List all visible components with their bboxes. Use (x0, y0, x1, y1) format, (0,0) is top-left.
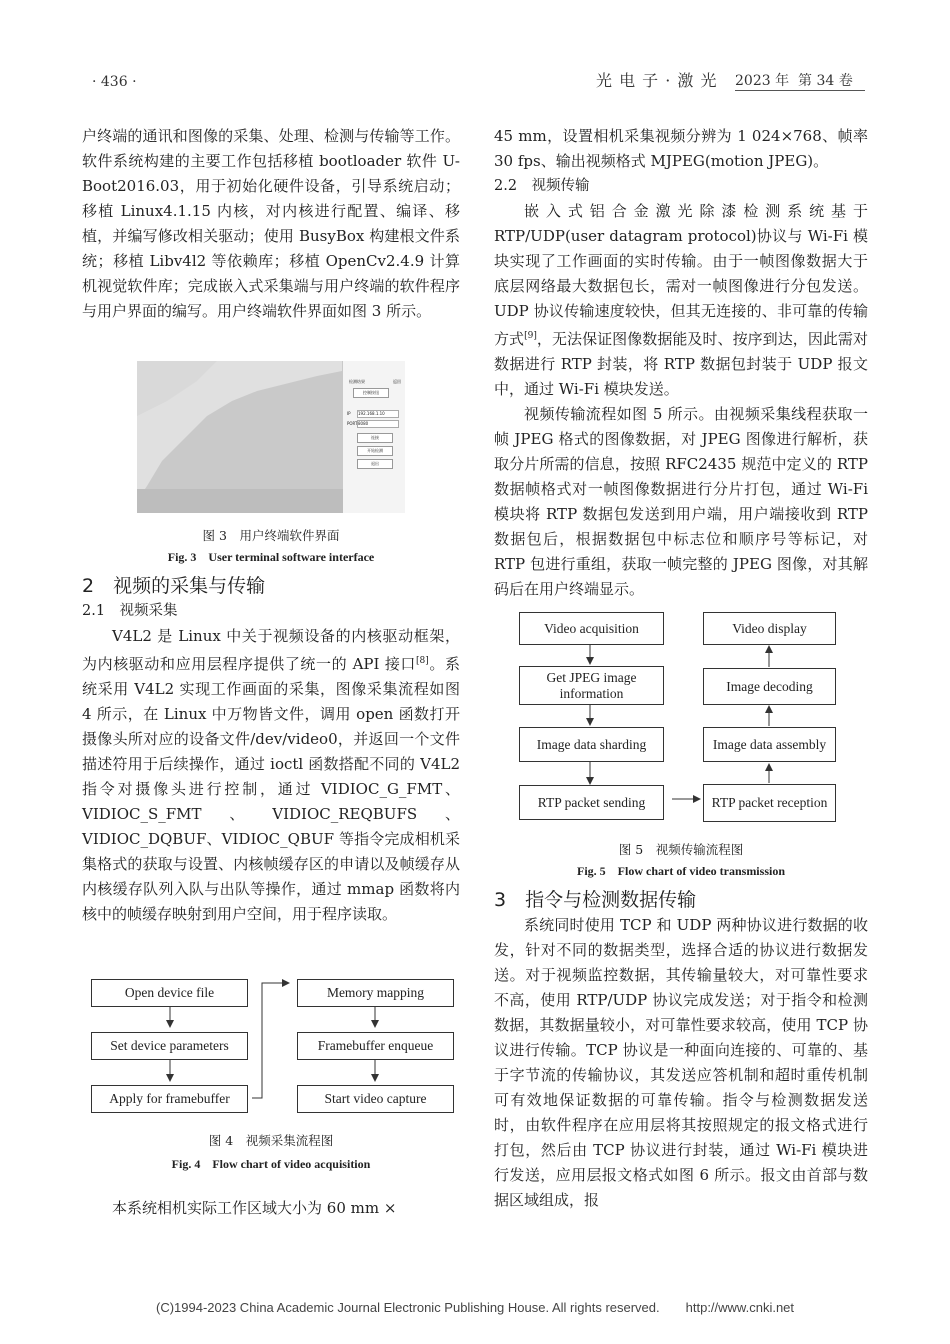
left-column-section2 (82, 574, 460, 927)
box-image-data-sharding: Image data sharding (519, 727, 664, 762)
box-open-device-file: Open device file (91, 979, 248, 1007)
journal-issue (735, 70, 865, 91)
box-rtp-packet-reception: RTP packet reception (703, 784, 836, 822)
continued-paragraph: 45 mm，设置相机采集视频分辨为 1 024×768、帧率 30 fps、输出视频格式 MJPEG(motion JPEG)。 (494, 127, 868, 170)
box-memory-mapping: Memory mapping (297, 979, 454, 1007)
start-detect-button[interactable]: 开始检测 (357, 446, 393, 456)
page-number: · 436 · (92, 74, 137, 90)
subsection-2-1-title: 2.1 视频采集 (82, 603, 178, 619)
camera-area-paragraph: 本系统相机实际工作区域大小为 60 mm × (112, 1199, 397, 1217)
box-start-video-capture: Start video capture (297, 1085, 454, 1113)
control-button[interactable]: 控制按钮 (353, 388, 389, 398)
left-column (82, 124, 460, 324)
figure-4-caption-en: Fig. 4 Flow chart of video acquisition (171, 1157, 371, 1171)
port-label: PORT (347, 421, 358, 426)
citation-9[interactable]: [9] (524, 331, 537, 341)
figure-5-caption-en: Fig. 5 Flow chart of video transmission (577, 864, 785, 878)
port-input[interactable]: 8080 (357, 420, 399, 428)
journal-title: 光 电 子 · 激 光 (596, 71, 718, 90)
paragraph-2-2-b: 视频传输流程如图 5 所示。由视频采集线程获取一帧 JPEG 格式的图像数据，对 JPEG 图像进行解析，获取分片所需的信息，按照 RFC2435 规范中定义的 RTP 数据帧格式对一帧图像数据进行分片打包，通过 Wi-Fi 模块将 RTP 数据包发送到用户端，用户端接收到 RTP 数据包后，根据数据包中标志位和顺序号等标记，对 RTP 包进行重组，获取一帧完整的 JPEG 图像，对其解码后在用户终端显示。 (494, 405, 868, 598)
box-framebuffer-enqueue: Framebuffer enqueue (297, 1032, 454, 1060)
paragraph-2-2-a (494, 199, 868, 402)
paragraph-2-1-b: 。系统采用 V4L2 实现工作画面的采集，图像采集流程如图 4 所示，在 Linux 中万物皆文件，调用 open 函数打开摄像头所对应的设备文件/dev/video0，并返回一个文件描述符用于后续操作，通过 ioctl 函数搭配不同的 V4L2 指令对摄像头进行控制，通过 VIDIOC_G_FMT、VIDIOC_S_FMT、VIDIOC_REQBUFS、VIDIOC_DQBUF、VIDIOC_QBUF 等指令完成相机采集格式的获取与设置、内核帧缓存区的申请以及帧缓存从内核缓存队列入队与出队等操作，通过 mmap 函数将内核中的帧缓存映射到用户空间，用于程序读取。 (82, 655, 460, 923)
box-rtp-packet-sending: RTP packet sending (519, 785, 664, 820)
box-get-jpeg-info: Get JPEG image information (519, 666, 664, 705)
right-column-section3 (494, 888, 868, 1213)
section-3-title: 3 指令与检测数据传输 (494, 889, 697, 911)
figure-3-caption-en: Fig. 3 User terminal software interface (167, 550, 375, 564)
figure-3-caption-cn: 图 3 用户终端软件界面 (202, 528, 340, 543)
figure-4-caption-cn: 图 4 视频采集流程图 (208, 1133, 334, 1148)
figure-5-caption-cn: 图 5 视频传输流程图 (618, 842, 744, 857)
paragraph-2-2-a2: ，无法保证图像数据能及时、按序到达，因此需对数据进行 RTP 封装，将 RTP 数据包封装于 UDP 报文中，通过 Wi-Fi 模块发送。 (494, 330, 868, 398)
section-2-title: 2 视频的采集与传输 (82, 575, 266, 597)
figure-3-screenshot (137, 361, 405, 513)
camera-view-image (137, 361, 347, 513)
citation-8[interactable]: [8] (416, 656, 429, 666)
paragraph-3: 系统同时使用 TCP 和 UDP 两种协议进行数据的收发，针对不同的数据类型，选择合适的协议进行数据发送。对于视频监控数据，其传输量较大，对可靠性要求不高，使用 RTP/UDP 协议完成发送；对于指令和检测数据，其数据量较小，对可靠性要求较高，使用 TCP 协议进行传输。TCP 协议是一种面向连接的、可靠的、基于字节流的传输协议，其发送应答机制和超时重传机制可有效地保证数据的可靠传输。指令与检测数据发送时，由软件程序在应用层将其按照规定的报文格式进行打包，然后由 TCP 协议进行封装，通过 Wi-Fi 模块进行发送，应用层报文格式如图 6 所示。报文由首部与数据区域组成，报 (494, 916, 868, 1209)
box-set-device-parameters: Set device parameters (91, 1032, 248, 1060)
panel-close[interactable]: 返回 (393, 379, 401, 384)
journal-volume: 第 34 卷 (798, 73, 853, 89)
arrow-3 (252, 983, 289, 1098)
paragraph-2-1 (82, 624, 460, 927)
journal-year: 2023 年 (735, 73, 790, 89)
ip-label: IP (347, 411, 351, 416)
exit-button[interactable]: 退出 (357, 459, 393, 469)
control-panel (343, 361, 405, 513)
paragraph-2-1-a: V4L2 是 Linux 中关于视频设备的内核驱动框架，为内核驱动和应用层程序提供了统一的 API 接口 (82, 627, 460, 673)
box-image-data-assembly: Image data assembly (703, 727, 836, 762)
box-video-acquisition: Video acquisition (519, 612, 664, 645)
right-column (494, 124, 868, 602)
ip-input[interactable]: 192.168.1.10 (357, 410, 399, 418)
box-video-display: Video display (703, 612, 836, 645)
box-apply-for-framebuffer: Apply for framebuffer (91, 1085, 248, 1113)
subsection-2-2-title: 2.2 视频传输 (494, 178, 590, 194)
box-image-decoding: Image decoding (703, 668, 836, 705)
copyright-footer: (C)1994-2023 China Academic Journal Electronic Publishing House. All rights reserved. http://www.cnki.net (155, 1300, 795, 1315)
panel-title: 检测结果 (349, 379, 365, 384)
paragraph-2-2-a1: 嵌入式铝合金激光除漆检测系统基于 RTP/UDP(user datagram protocol)协议与 Wi-Fi 模块实现了工作画面的实时传输。由于一帧图像数据大于底层网络最大数据包长，需对一帧图像进行分包发送。UDP 协议传输速度较快，但其无连接的、非可靠的传输方式 (494, 202, 868, 348)
connect-button[interactable]: 连接 (357, 433, 393, 443)
intro-paragraph: 户终端的通讯和图像的采集、处理、检测与传输等工作。软件系统构建的主要工作包括移植 bootloader 软件 U-Boot2016.03，用于初始化硬件设备，引导系统启动；移植 Linux4.1.15 内核，对内核进行配置、编译、移植，并编写修改相关驱动；使用 BusyBox 构建根文件系统；移植 Libv4l2 等依赖库；移植 OpenCv2.4.9 计算机视觉软件库；完成嵌入式采集端与用户终端的软件程序与用户界面的编写。用户终端软件界面如图 3 所示。 (82, 127, 460, 320)
